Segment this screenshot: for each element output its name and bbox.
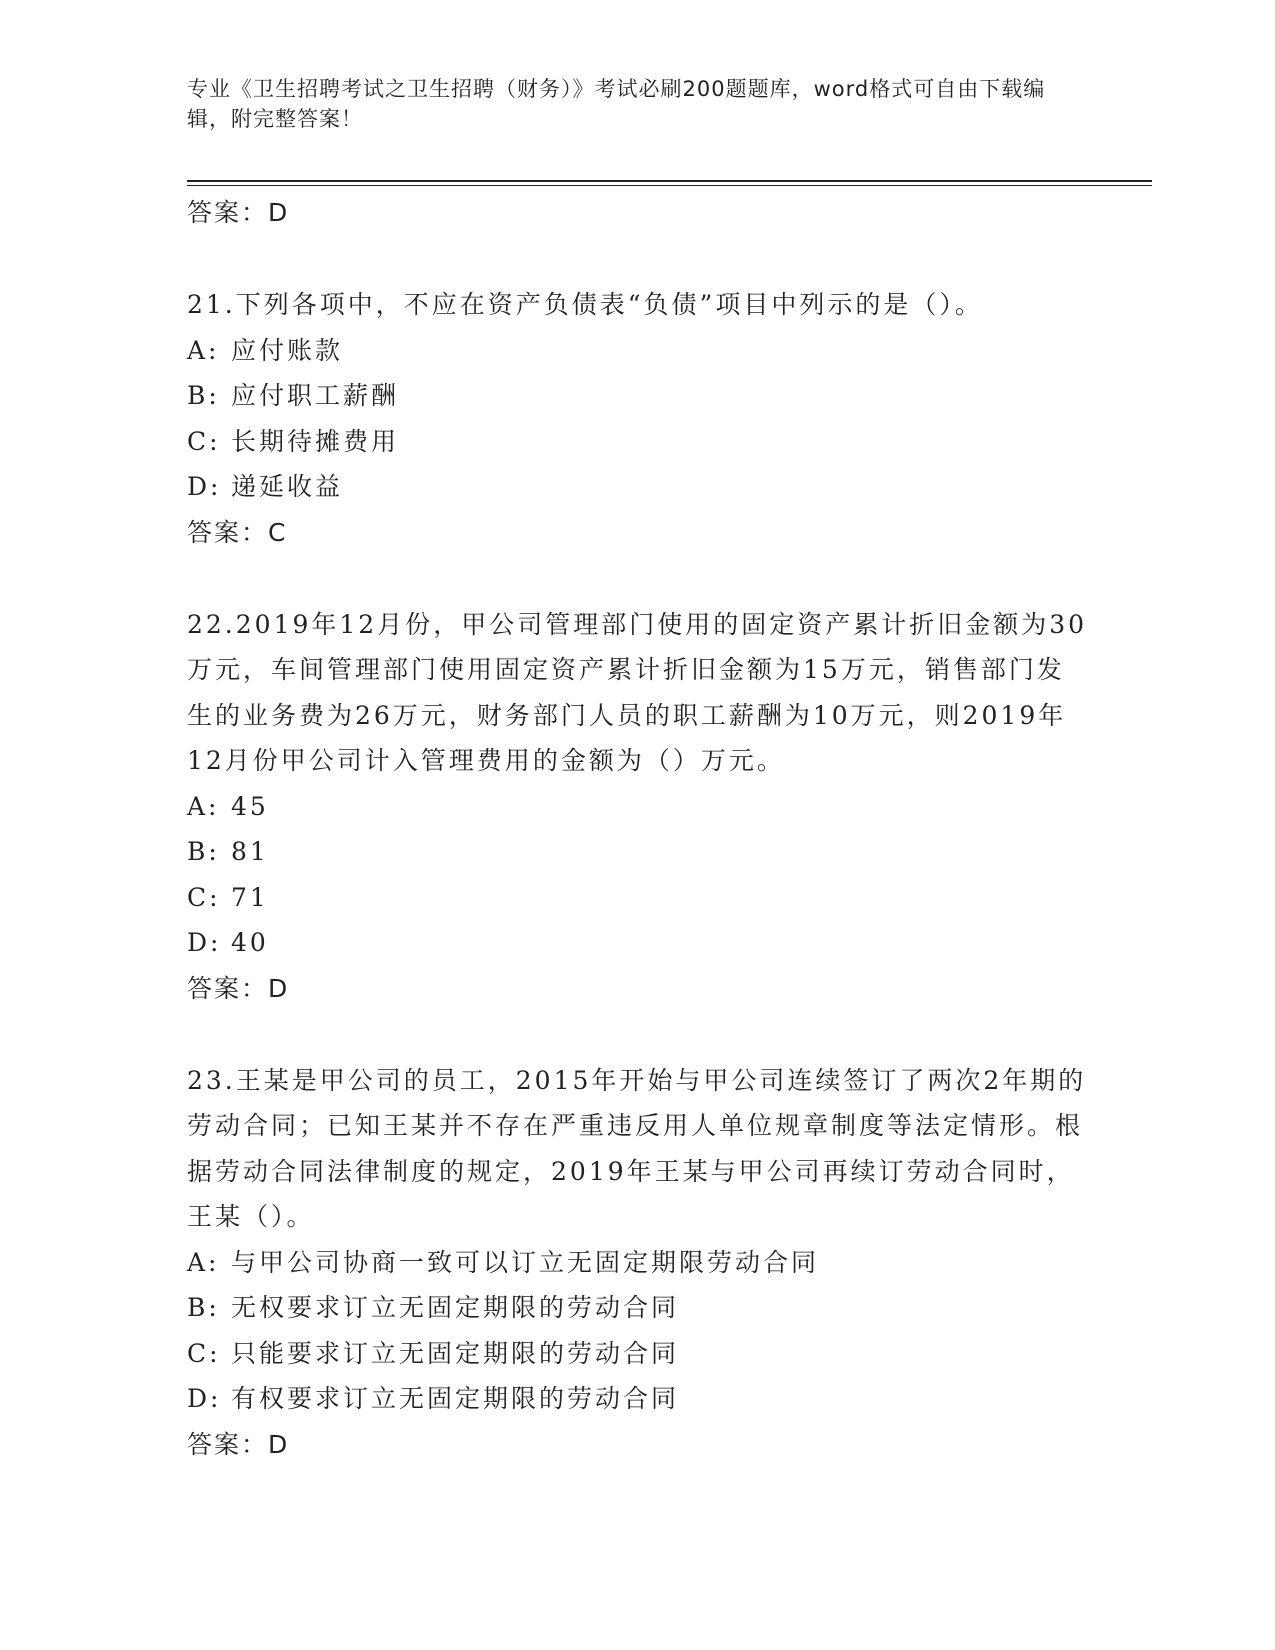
option-text: 45 <box>231 791 269 821</box>
option-a <box>187 784 1087 830</box>
question-23 <box>187 1058 1087 1468</box>
option-c <box>187 875 1087 921</box>
option-a <box>187 1240 1087 1286</box>
option-d <box>187 464 1087 510</box>
option-letter: B: <box>187 837 220 866</box>
header-rule-thick <box>187 180 1152 182</box>
question-stem: 22.2019年12月份，甲公司管理部门使用的固定资产累计折旧金额为30万元，车间管理部门使用固定资产累计折旧金额为15万元，销售部门发生的业务费为26万元，财务部门人员的职工薪酬为10万元，则2019年12月份甲公司计入管理费用的金额为（）万元。 <box>187 609 1088 775</box>
option-letter: A: <box>187 1247 220 1277</box>
option-text: 40 <box>231 928 269 957</box>
answer-line: 答案：C <box>187 517 288 547</box>
option-letter: D: <box>187 928 222 957</box>
document-header: 专业《卫生招聘考试之卫生招聘（财务）》考试必刷200题题库，word格式可自由下载编辑，附完整答案！ <box>187 77 1046 131</box>
option-b <box>187 373 1087 419</box>
option-text: 应付账款 <box>231 335 344 365</box>
option-letter: B: <box>187 1293 220 1322</box>
option-text: 无权要求订立无固定期限的劳动合同 <box>231 1293 680 1322</box>
option-text: 只能要求订立无固定期限的劳动合同 <box>231 1338 680 1368</box>
option-d <box>187 920 1087 966</box>
option-letter: D: <box>187 1384 222 1413</box>
answer-line: 答案：D <box>187 1429 290 1459</box>
option-c <box>187 1331 1087 1377</box>
option-text: 长期待摊费用 <box>231 426 400 456</box>
option-letter: A: <box>187 791 220 821</box>
question-stem: 23.王某是甲公司的员工，2015年开始与甲公司连续签订了两次2年期的劳动合同；已知王某并不存在严重违反用人单位规章制度等法定情形。根据劳动合同法律制度的规定，2019年王某与甲公司再续订劳动合同时，王某（）。 <box>187 1065 1087 1231</box>
option-letter: C: <box>187 426 221 456</box>
previous-answer: 答案：D <box>187 198 290 227</box>
option-a <box>187 328 1087 374</box>
option-b <box>187 1285 1087 1331</box>
option-text: 递延收益 <box>231 472 344 501</box>
option-text: 71 <box>231 882 269 912</box>
question-list <box>187 190 1087 1468</box>
option-letter: B: <box>187 381 220 410</box>
option-letter: C: <box>187 882 221 912</box>
option-letter: D: <box>187 472 222 501</box>
option-text: 81 <box>231 837 269 866</box>
option-letter: A: <box>187 335 220 365</box>
option-text: 有权要求订立无固定期限的劳动合同 <box>231 1384 680 1413</box>
question-stem: 21.下列各项中，不应在资产负债表“负债”项目中列示的是（）。 <box>187 290 983 319</box>
option-text: 应付职工薪酬 <box>231 381 400 410</box>
question-21 <box>187 282 1087 556</box>
option-text: 与甲公司协商一致可以订立无固定期限劳动合同 <box>231 1247 820 1277</box>
option-c <box>187 419 1087 465</box>
option-d <box>187 1376 1087 1422</box>
header-rule-thin <box>187 185 1152 186</box>
option-letter: C: <box>187 1338 221 1368</box>
option-b <box>187 829 1087 875</box>
question-22 <box>187 602 1087 1012</box>
answer-line: 答案：D <box>187 973 290 1003</box>
